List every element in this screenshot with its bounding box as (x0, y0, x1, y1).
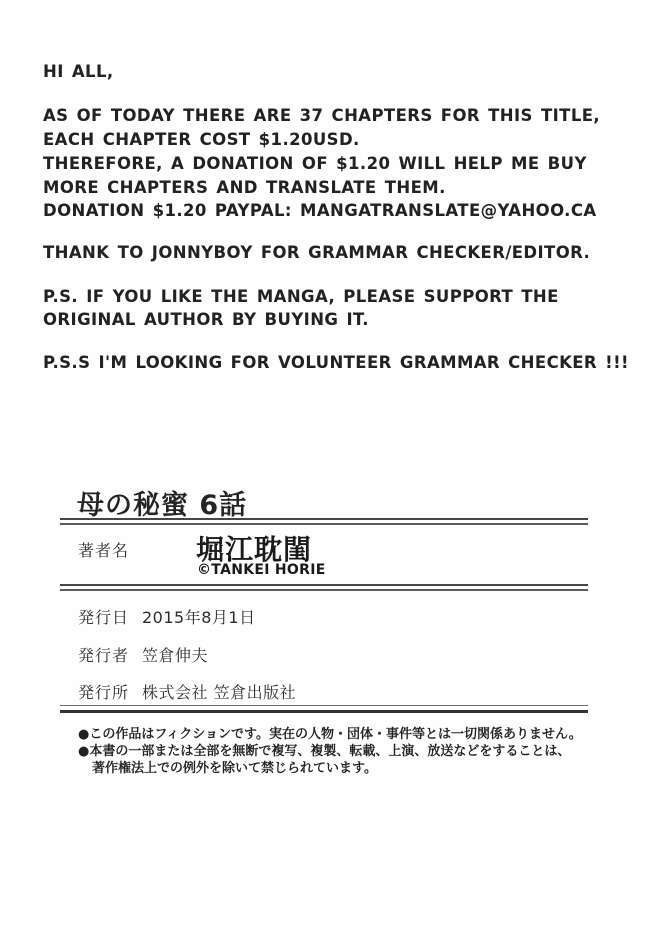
series-title: 母の秘蜜 6話 (77, 490, 248, 521)
translator-note-line-7: THANK TO JONNYBOY FOR GRAMMAR CHECKER/EDITOR. (43, 243, 591, 262)
translator-note-line-4: THEREFORE, A DONATION OF $1.20 WILL HELP ME BUY (43, 154, 587, 173)
author-label: 著者名 (78, 541, 130, 560)
translator-note-line-2: AS OF TODAY THERE ARE 37 CHAPTERS FOR THIS TITLE, (43, 106, 601, 125)
author-name: 堀江耽閨 (196, 533, 313, 566)
legal-notice-line-2: ●本書の一部または全部を無断で複写、複製、転載、上演、放送などをすることは、 (78, 744, 571, 759)
legal-notice-line-1: ●この作品はフィクションです。実在の人物・団体・事件等とは一切関係ありません。 (78, 727, 582, 742)
author-copyright: ©TANKEI HORIE (197, 562, 326, 578)
legal-notice-line-3: 著作権法上での例外を除いて禁じられています。 (92, 761, 377, 776)
translator-note-line-6: DONATION $1.20 PAYPAL: MANGATRANSLATE@YAHOO.CA (43, 201, 597, 220)
publication-date-value: 2015年8月1日 (142, 608, 256, 627)
translator-note-line-5: MORE CHAPTERS AND TRANSLATE THEM. (43, 178, 446, 197)
translator-note-line-1: HI ALL, (43, 62, 114, 81)
divider-double-rule-middle (60, 584, 588, 591)
publisher-person-value: 笠倉伸夫 (142, 646, 209, 665)
publishing-house-label: 発行所 (78, 683, 130, 702)
publishing-house-value: 株式会社 笠倉出版社 (142, 683, 297, 702)
translator-note-line-8: P.S. IF YOU LIKE THE MANGA, PLEASE SUPPORT THE (43, 287, 559, 306)
publication-date-label: 発行日 (78, 608, 130, 627)
divider-double-rule-top (60, 518, 588, 525)
translator-note-line-3: EACH CHAPTER COST $1.20USD. (43, 130, 360, 149)
translator-note-line-9: ORIGINAL AUTHOR BY BUYING IT. (43, 310, 369, 329)
translator-note-line-10: P.S.S I'M LOOKING FOR VOLUNTEER GRAMMAR CHECKER !!! (43, 353, 629, 372)
publisher-person-label: 発行者 (78, 646, 130, 665)
divider-double-rule-bottom (60, 705, 588, 713)
